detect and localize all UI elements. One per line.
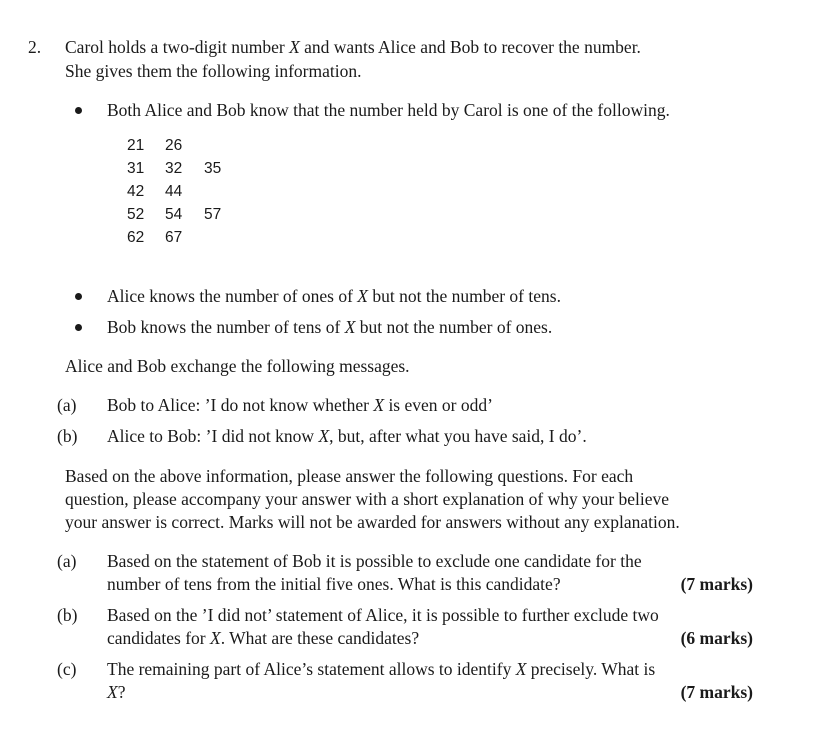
candidate-number: 67	[165, 229, 183, 246]
message-label: (b)	[57, 426, 78, 446]
candidate-number: 31	[127, 160, 145, 177]
message-text: Bob to Alice: ’I do not know whether X is even or odd’	[107, 395, 493, 415]
instructions-line-3: your answer is correct. Marks will not be awarded for answers without any explanation.	[65, 512, 680, 532]
bullet-icon	[75, 293, 82, 300]
marks-value: (7 marks)	[680, 574, 753, 594]
candidate-number: 42	[127, 183, 145, 200]
candidate-number: 32	[165, 160, 183, 177]
candidate-number: 62	[127, 229, 145, 246]
subquestion-text-line-1: Based on the statement of Bob it is possible to exclude one candidate for the	[107, 551, 642, 571]
subquestion-text-line-2: number of tens from the initial five ones. What is this candidate?	[107, 574, 561, 594]
bullet-icon	[75, 324, 82, 331]
subquestion-marks	[681, 573, 753, 596]
marks-value: (6 marks)	[680, 628, 753, 648]
candidate-number: 35	[204, 160, 222, 177]
bullet-icon	[75, 107, 82, 114]
subquestion-text-line-2: X?	[107, 682, 126, 702]
intro-line-2: She gives them the following information.	[65, 61, 362, 81]
instructions-line-1: Based on the above information, please answer the following questions. For each	[65, 466, 634, 486]
subquestion-text-line-1: Based on the ’I did not’ statement of Alice, it is possible to further exclude two	[107, 605, 659, 625]
intro-line-1: Carol holds a two-digit number X and wants Alice and Bob to recover the number.	[65, 37, 641, 57]
bullet-first-text: Both Alice and Bob know that the number held by Carol is one of the following.	[107, 100, 670, 120]
subquestion-text-line-2: candidates for X. What are these candidates?	[107, 628, 420, 648]
candidate-number: 57	[204, 206, 222, 223]
candidate-number: 26	[165, 137, 183, 154]
instructions-line-2: question, please accompany your answer with a short explanation of why your believe	[65, 489, 670, 509]
bullet-third-text: Bob knows the number of tens of X but not the number of ones.	[107, 317, 553, 337]
bullet-second-text: Alice knows the number of ones of X but not the number of tens.	[107, 286, 561, 306]
candidate-number: 21	[127, 137, 145, 154]
question-number: 2.	[28, 37, 42, 57]
subquestion-marks	[681, 627, 753, 650]
subquestion-label: (c)	[57, 659, 77, 679]
subquestion-text-line-1: The remaining part of Alice’s statement allows to identify X precisely. What is	[107, 659, 656, 679]
subquestion-label: (a)	[57, 551, 77, 571]
message-label: (a)	[57, 395, 77, 415]
candidate-number: 44	[165, 183, 183, 200]
candidate-number: 54	[165, 206, 183, 223]
message-text: Alice to Bob: ’I did not know X, but, after what you have said, I do’.	[107, 426, 587, 446]
candidate-number: 52	[127, 206, 145, 223]
subquestion-label: (b)	[57, 605, 78, 625]
marks-value: (7 marks)	[680, 682, 753, 702]
exchange-intro: Alice and Bob exchange the following messages.	[65, 356, 410, 376]
subquestion-marks	[681, 681, 753, 704]
